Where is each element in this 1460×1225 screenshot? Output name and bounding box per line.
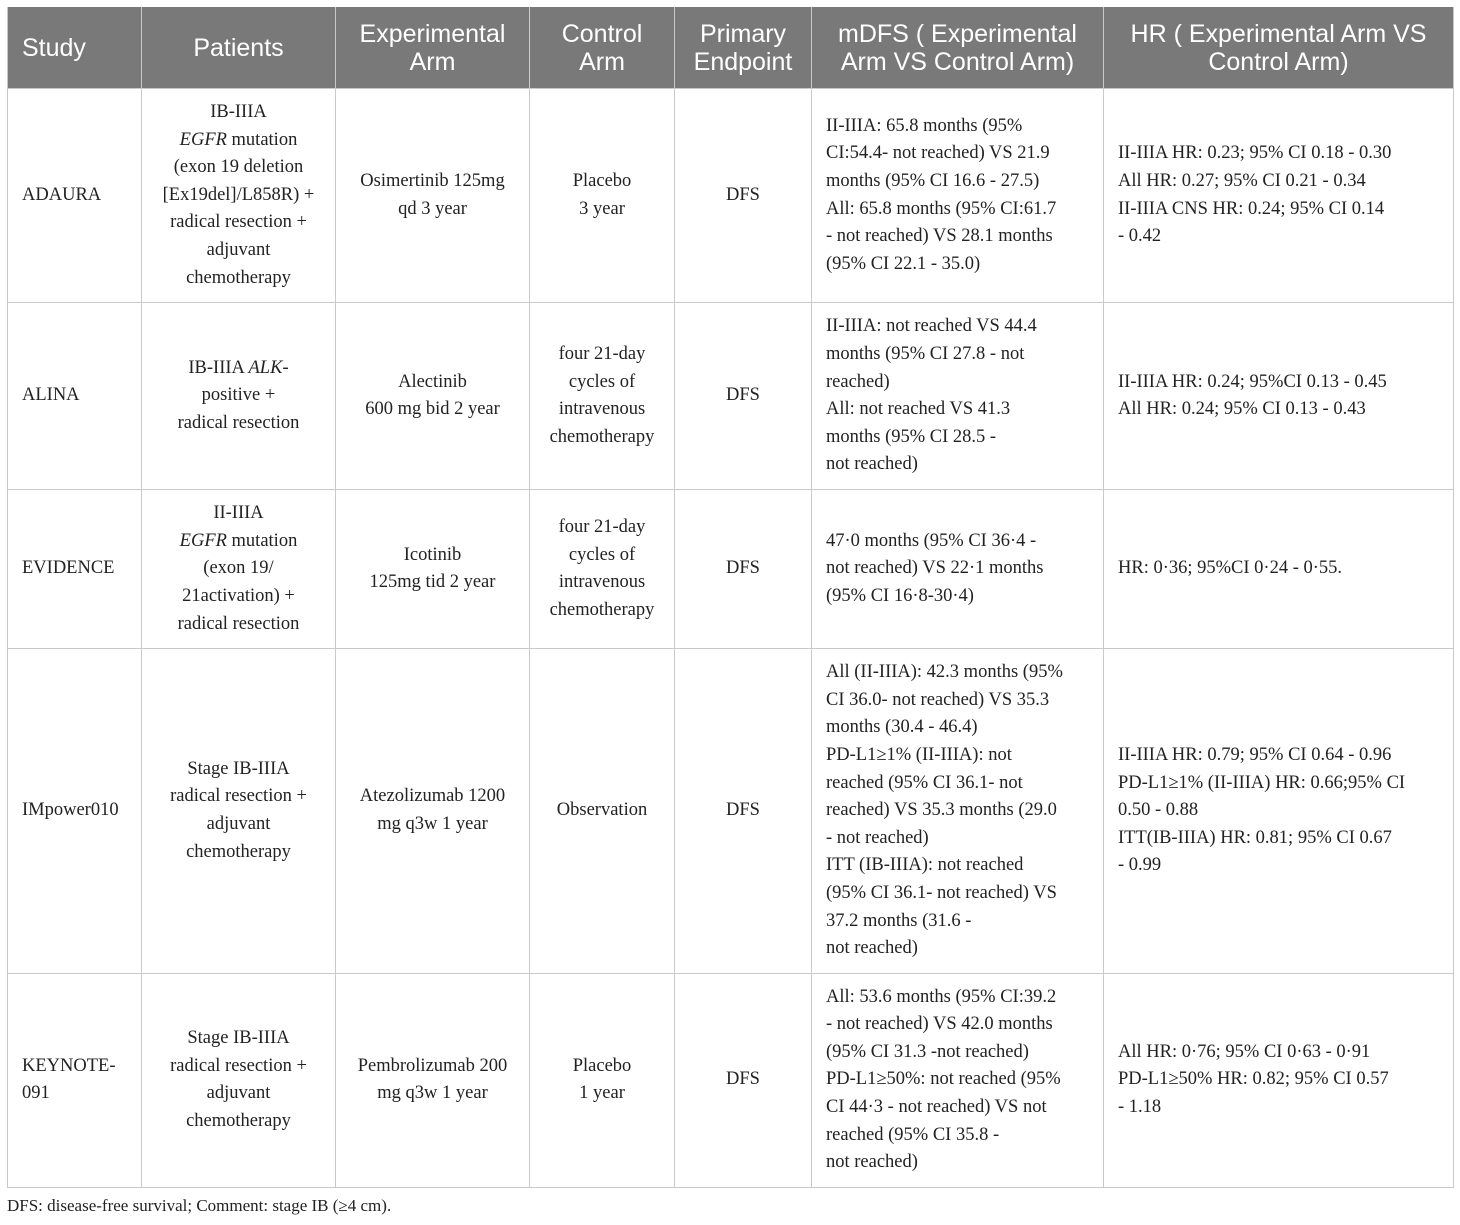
table-row [8, 649, 1454, 974]
experimental-arm-cell: Icotinib 125mg tid 2 year [336, 490, 530, 649]
experimental-arm-cell: Osimertinib 125mg qd 3 year [336, 89, 530, 303]
control-arm-cell: Placebo 3 year [530, 89, 675, 303]
table-row [8, 89, 1454, 303]
header-primary-endpoint: Primary Endpoint [675, 7, 812, 89]
hr-cell: II-IIIA HR: 0.24; 95%CI 0.13 - 0.45 All HR: 0.24; 95% CI 0.13 - 0.43 [1104, 303, 1454, 490]
control-arm-cell: Observation [530, 649, 675, 974]
header-study: Study [8, 7, 142, 89]
table-header [8, 7, 1454, 89]
endpoint-cell: DFS [675, 303, 812, 490]
header-patients: Patients [142, 7, 336, 89]
patients-cell: IB-IIIA ALK- positive + radical resection [142, 303, 336, 490]
experimental-arm-cell: Pembrolizumab 200 mg q3w 1 year [336, 973, 530, 1187]
table-footnote: DFS: disease-free survival; Comment: stage IB (≥4 cm). [7, 1196, 392, 1215]
study-cell: ALINA [8, 303, 142, 490]
trials-table [7, 7, 1454, 1188]
control-arm-cell: four 21-day cycles of intravenous chemotherapy [530, 303, 675, 490]
header-experimental-arm: Experimental Arm [336, 7, 530, 89]
experimental-arm-cell: Atezolizumab 1200 mg q3w 1 year [336, 649, 530, 974]
study-cell: ADAURA [8, 89, 142, 303]
hr-cell: II-IIIA HR: 0.79; 95% CI 0.64 - 0.96 PD-L1≥1% (II-IIIA) HR: 0.66;95% CI 0.50 - 0.88 ITT(IB-IIIA) HR: 0.81; 95% CI 0.67 - 0.99 [1104, 649, 1454, 974]
table-row [8, 973, 1454, 1187]
patients-cell: II-IIIA EGFR mutation (exon 19/ 21activation) + radical resection [142, 490, 336, 649]
hr-cell: II-IIIA HR: 0.23; 95% CI 0.18 - 0.30 All HR: 0.27; 95% CI 0.21 - 0.34 II-IIIA CNS HR: 0.24; 95% CI 0.14 - 0.42 [1104, 89, 1454, 303]
hr-cell: All HR: 0·76; 95% CI 0·63 - 0·91 PD-L1≥50% HR: 0.82; 95% CI 0.57 - 1.18 [1104, 973, 1454, 1187]
experimental-arm-cell: Alectinib 600 mg bid 2 year [336, 303, 530, 490]
patients-cell: IB-IIIA EGFR mutation (exon 19 deletion [Ex19del]/L858R) + radical resection + adjuvant chemotherapy [142, 89, 336, 303]
endpoint-cell: DFS [675, 649, 812, 974]
endpoint-cell: DFS [675, 490, 812, 649]
control-arm-cell: four 21-day cycles of intravenous chemotherapy [530, 490, 675, 649]
endpoint-cell: DFS [675, 89, 812, 303]
study-cell: IMpower010 [8, 649, 142, 974]
control-arm-cell: Placebo 1 year [530, 973, 675, 1187]
hr-cell: HR: 0·36; 95%CI 0·24 - 0·55. [1104, 490, 1454, 649]
mdfs-cell: II-IIIA: 65.8 months (95% CI:54.4- not reached) VS 21.9 months (95% CI 16.6 - 27.5) All: 65.8 months (95% CI:61.7 - not reached) VS 28.1 months (95% CI 22.1 - 35.0) [812, 89, 1104, 303]
study-cell: EVIDENCE [8, 490, 142, 649]
mdfs-cell: II-IIIA: not reached VS 44.4 months (95% CI 27.8 - not reached) All: not reached VS 41.3 months (95% CI 28.5 - not reached) [812, 303, 1104, 490]
header-control-arm: Control Arm [530, 7, 675, 89]
header-hr: HR ( Experimental Arm VS Control Arm) [1104, 7, 1454, 89]
mdfs-cell: All: 53.6 months (95% CI:39.2 - not reached) VS 42.0 months (95% CI 31.3 -not reached) PD-L1≥50%: not reached (95% CI 44·3 - not reached) VS not reached (95% CI 35.8 - not reached) [812, 973, 1104, 1187]
mdfs-cell: All (II-IIIA): 42.3 months (95% CI 36.0- not reached) VS 35.3 months (30.4 - 46.4) PD-L1≥1% (II-IIIA): not reached (95% CI 36.1- not reached) VS 35.3 months (29.0 - not reached) ITT (IB-IIIA): not reached (95% CI 36.1- not reached) VS 37.2 months (31.6 - not reached) [812, 649, 1104, 974]
study-cell: KEYNOTE- 091 [8, 973, 142, 1187]
table-row [8, 303, 1454, 490]
table-row [8, 490, 1454, 649]
patients-cell: Stage IB-IIIA radical resection + adjuvant chemotherapy [142, 649, 336, 974]
endpoint-cell: DFS [675, 973, 812, 1187]
header-mdfs: mDFS ( Experimental Arm VS Control Arm) [812, 7, 1104, 89]
mdfs-cell: 47·0 months (95% CI 36·4 - not reached) VS 22·1 months (95% CI 16·8-30·4) [812, 490, 1104, 649]
patients-cell: Stage IB-IIIA radical resection + adjuvant chemotherapy [142, 973, 336, 1187]
